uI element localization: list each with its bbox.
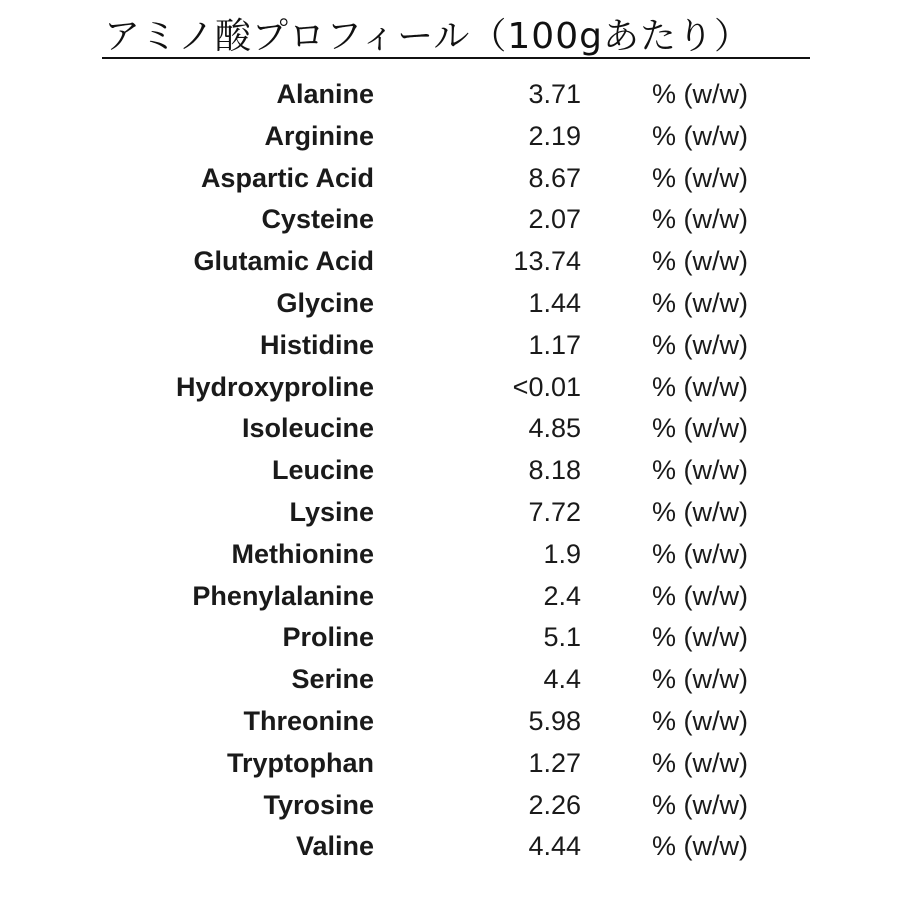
amino-acid-unit: % (w/w)	[652, 705, 748, 736]
amino-acid-value: 1.9	[543, 538, 581, 569]
table-row	[0, 283, 900, 325]
amino-acid-value: 4.4	[543, 664, 581, 695]
amino-acid-name: Lysine	[289, 496, 374, 527]
amino-acid-unit: % (w/w)	[652, 580, 748, 611]
table-row	[0, 199, 900, 241]
table-row	[0, 785, 900, 827]
table-row	[0, 450, 900, 492]
amino-acid-name: Threonine	[243, 705, 374, 736]
table-row	[0, 617, 900, 659]
amino-acid-unit: % (w/w)	[652, 162, 748, 193]
table-row	[0, 659, 900, 701]
amino-acid-unit: % (w/w)	[652, 413, 748, 444]
table-row	[0, 492, 900, 534]
amino-acid-name: Isoleucine	[241, 413, 374, 444]
amino-acid-unit: % (w/w)	[652, 789, 748, 820]
table-row	[0, 701, 900, 743]
amino-acid-unit: % (w/w)	[652, 496, 748, 527]
amino-acid-unit: % (w/w)	[652, 622, 748, 653]
amino-acid-value: 2.19	[528, 120, 581, 151]
amino-acid-value: 13.74	[513, 246, 581, 277]
amino-acid-name: Proline	[282, 622, 374, 653]
amino-acid-unit: % (w/w)	[652, 246, 748, 277]
amino-acid-name: Arginine	[264, 120, 374, 151]
amino-acid-value: 8.18	[528, 455, 581, 486]
amino-acid-value: 1.27	[528, 747, 581, 778]
amino-acid-value: 5.98	[528, 705, 581, 736]
amino-acid-unit: % (w/w)	[652, 371, 748, 402]
table-row	[0, 826, 900, 868]
amino-acid-value: 2.4	[543, 580, 581, 611]
amino-acid-name: Cysteine	[261, 204, 374, 235]
amino-acid-name: Valine	[295, 831, 374, 862]
title-underline	[102, 57, 810, 59]
amino-acid-unit: % (w/w)	[652, 664, 748, 695]
table-row	[0, 408, 900, 450]
amino-acid-name: Leucine	[271, 455, 374, 486]
amino-acid-value: 7.72	[528, 496, 581, 527]
amino-acid-value: 1.17	[528, 329, 581, 360]
table-row	[0, 325, 900, 367]
table-row	[0, 74, 900, 116]
amino-acid-value: 3.71	[528, 79, 581, 109]
table-row	[0, 743, 900, 785]
table-row	[0, 158, 900, 200]
amino-acid-value: 8.67	[528, 162, 581, 193]
amino-acid-unit: % (w/w)	[652, 287, 748, 318]
amino-acid-table	[0, 74, 900, 868]
table-row	[0, 576, 900, 618]
amino-acid-value: 4.44	[528, 831, 581, 862]
amino-acid-name: Alanine	[276, 79, 374, 109]
amino-acid-unit: % (w/w)	[652, 538, 748, 569]
amino-acid-name: Methionine	[231, 538, 374, 569]
amino-acid-value: 4.85	[528, 413, 581, 444]
amino-acid-value: 2.07	[528, 204, 581, 235]
amino-acid-name: Histidine	[259, 329, 374, 360]
amino-acid-unit: % (w/w)	[652, 329, 748, 360]
amino-acid-name: Tyrosine	[263, 789, 374, 820]
amino-acid-name: Hydroxyproline	[175, 371, 374, 402]
page-title: アミノ酸プロフィール（100gあたり）	[104, 16, 751, 57]
amino-acid-name: Serine	[291, 664, 374, 695]
table-row	[0, 241, 900, 283]
amino-acid-value: 1.44	[528, 287, 581, 318]
amino-acid-unit: % (w/w)	[652, 204, 748, 235]
amino-acid-value: 2.26	[528, 789, 581, 820]
amino-acid-name: Phenylalanine	[192, 580, 374, 611]
amino-acid-name: Tryptophan	[227, 747, 374, 778]
amino-acid-name: Glutamic Acid	[193, 246, 374, 277]
table-row	[0, 116, 900, 158]
table-row	[0, 534, 900, 576]
amino-acid-unit: % (w/w)	[652, 831, 748, 862]
amino-acid-unit: % (w/w)	[652, 120, 748, 151]
amino-acid-value: 5.1	[543, 622, 581, 653]
amino-acid-unit: % (w/w)	[652, 747, 748, 778]
amino-acid-name: Glycine	[276, 287, 374, 318]
amino-acid-name: Aspartic Acid	[200, 162, 374, 193]
amino-acid-unit: % (w/w)	[652, 79, 748, 109]
amino-acid-unit: % (w/w)	[652, 455, 748, 486]
table-row	[0, 367, 900, 409]
amino-acid-value: <0.01	[512, 371, 581, 402]
